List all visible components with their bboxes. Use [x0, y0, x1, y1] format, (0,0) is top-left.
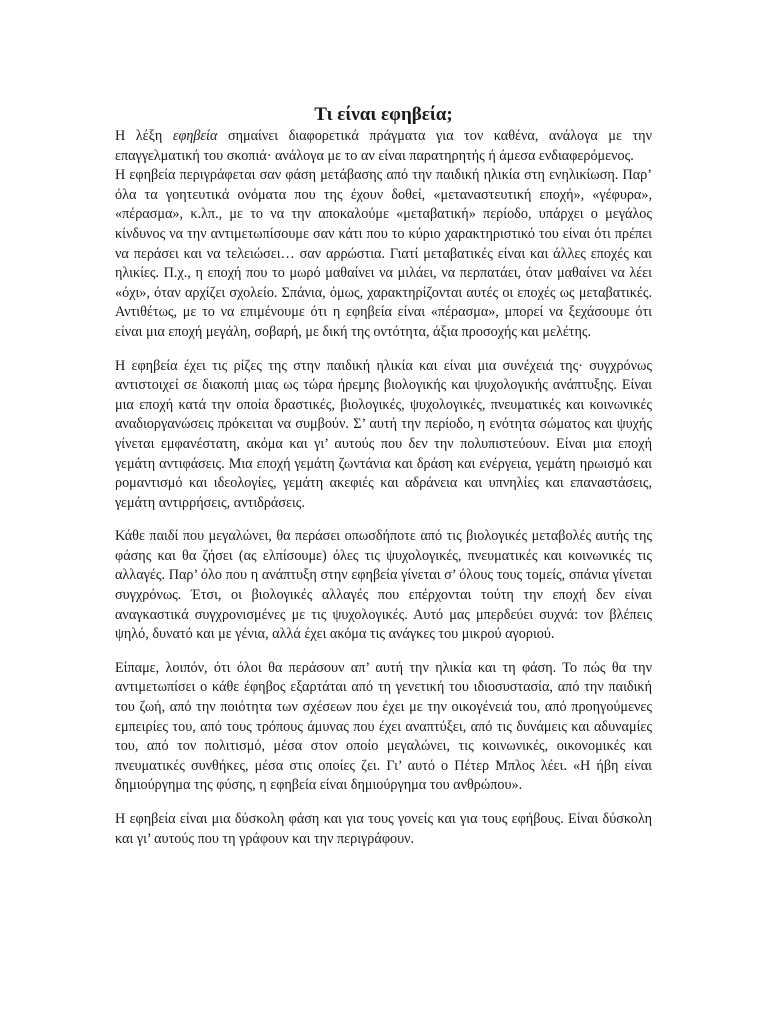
- emphasized-term: εφηβεία: [172, 128, 218, 144]
- paragraph-1-start: Η λέξη: [115, 128, 173, 144]
- paragraph-4: Κάθε παιδί που μεγαλώνει, θα περάσει οπωσδήποτε από τις βιολογικές μεταβολές αυτής της φάσης και θα ζήσει (ας ελπίσουμε) όλες τις ψυχολογικές, πνευματικές και κοινωνικές τις αλλαγές. Παρ’ όλο που η ανάπτυξη στην εφηβεία γίνεται σ’ όλους τους τομείς, σπάνια γίνεται συγχρόνως. Έτσι, οι βιολογικές αλλαγές που επέρχονται τούτη την εποχή δεν είναι αναγκαστικά συγχρονισμένες με τις ψυχολογικές. Αυτό μας μπερδεύει συχνά: τον βλέπεις ψηλό, δυνατό και με γένια, αλλά έχει ακόμα τις ανάγκες του μικρού αγοριού.: [115, 528, 652, 643]
- paragraph-5: Είπαμε, λοιπόν, ότι όλοι θα περάσουν απ’ αυτή την ηλικία και τη φάση. Το πώς θα την αντιμετωπίσει ο κάθε έφηβος εξαρτάται από τη γενετική του ιδιοσυστασία, από την παιδική του ζωή, από την ποιότητα των σχέσεων που έχει με την οικογένειά του, από προηγούμενες εμπειρίες του, από τους τρόπους άμυνας που έχει αναπτύξει, από τις δυνάμεις και αδυναμίες του, από τον πολιτισμό, μέσα στον οποίο μεγαλώνει, τις κοινωνικές, οικονομικές και πνευματικές συνθήκες, μέσα στις οποίες ζει. Γι’ αυτό ο Πέτερ Μπλος λέει. «Η ήβη είναι δημιούργημα της φύσης, η εφηβεία είναι δημιούργημα του ανθρώπου».: [115, 659, 652, 794]
- document-title: Τι είναι εφηβεία;: [314, 104, 453, 125]
- paragraph-1-rest: σημαίνει διαφορετικά πράγματα για τον καθένα, ανάλογα με την επαγγελματική του σκοπιά· ανάλογα με το αν είναι παρατηρητής ή άμεσα ενδιαφερόμενος.: [115, 128, 653, 164]
- paragraph-3: Η εφηβεία έχει τις ρίζες της στην παιδική ηλικία και είναι μια συνέχειά της· συγχρόνως αντιστοιχεί σε διακοπή μιας ως τώρα ήρεμης βιολογικής και ψυχολογικής ανάπτυξης. Είναι μια εποχή κατά την οποία δραστικές, βιολογικές, ψυχολογικές, πνευματικές και κοινωνικές αναδιοργανώσεις πρόκειται να συμβούν. Σ’ αυτή την περίοδο, η ενότητα σώματος και ψυχής γίνεται εμφανέστατη, ακόμα και γι’ αυτούς που δεν την πολυπιστεύουν. Είναι μια εποχή γεμάτη αντιφάσεις. Μια εποχή γεμάτη ζωντάνια και δράση και ενέργεια, γεμάτη ηρωισμό και ρομαντισμό και ιδεολογίες, γεμάτη ακεφιές και αδράνεια και υπνηλίες και επαναστάσεις, γεμάτη αντιρρήσεις, αντιδράσεις.: [115, 357, 652, 511]
- paragraph-1: [115, 127, 652, 166]
- document-page: [115, 103, 652, 849]
- paragraph-6: Η εφηβεία είναι μια δύσκολη φάση και για τους γονείς και για τους εφήβους. Είναι δύσκολη και γι’ αυτούς που τη γράφουν και την περιγράφουν.: [115, 811, 652, 847]
- paragraph-2: Η εφηβεία περιγράφεται σαν φάση μετάβασης από την παιδική ηλικία στη ενηλικίωση. Παρ’ όλα τα γοητευτικά ονόματα που της έχουν δοθεί, «μεταναστευτική εποχή», «γέφυρα», «πέρασμα», κ.λπ., με το να την αποκαλούμε «μεταβατική» περίοδο, υπάρχει ο μεγάλος κίνδυνος να την αντιμετωπίσουμε σαν κάτι που το κύριο χαρακτηριστικό του είναι ότι πρέπει να περάσει και να τελειώσει… σαν αρρώστια. Γιατί μεταβατικές είναι και άλλες εποχές και ηλικίες. Π.χ., η εποχή που το μωρό μαθαίνει να μιλάει, να περπατάει, όταν μαθαίνει να λέει «όχι», όταν αρχίζει σχολείο. Σπάνια, όμως, χαρακτηρίζονται αυτές οι εποχές ως μεταβατικές. Αντιθέτως, με το να επιμένουμε ότι η εφηβεία είναι «πέρασμα», μπορεί να ξεχάσουμε ότι είναι μια εποχή μεγάλη, σοβαρή, με δική της οντότητα, άξια προσοχής και μελέτης.: [115, 167, 652, 340]
